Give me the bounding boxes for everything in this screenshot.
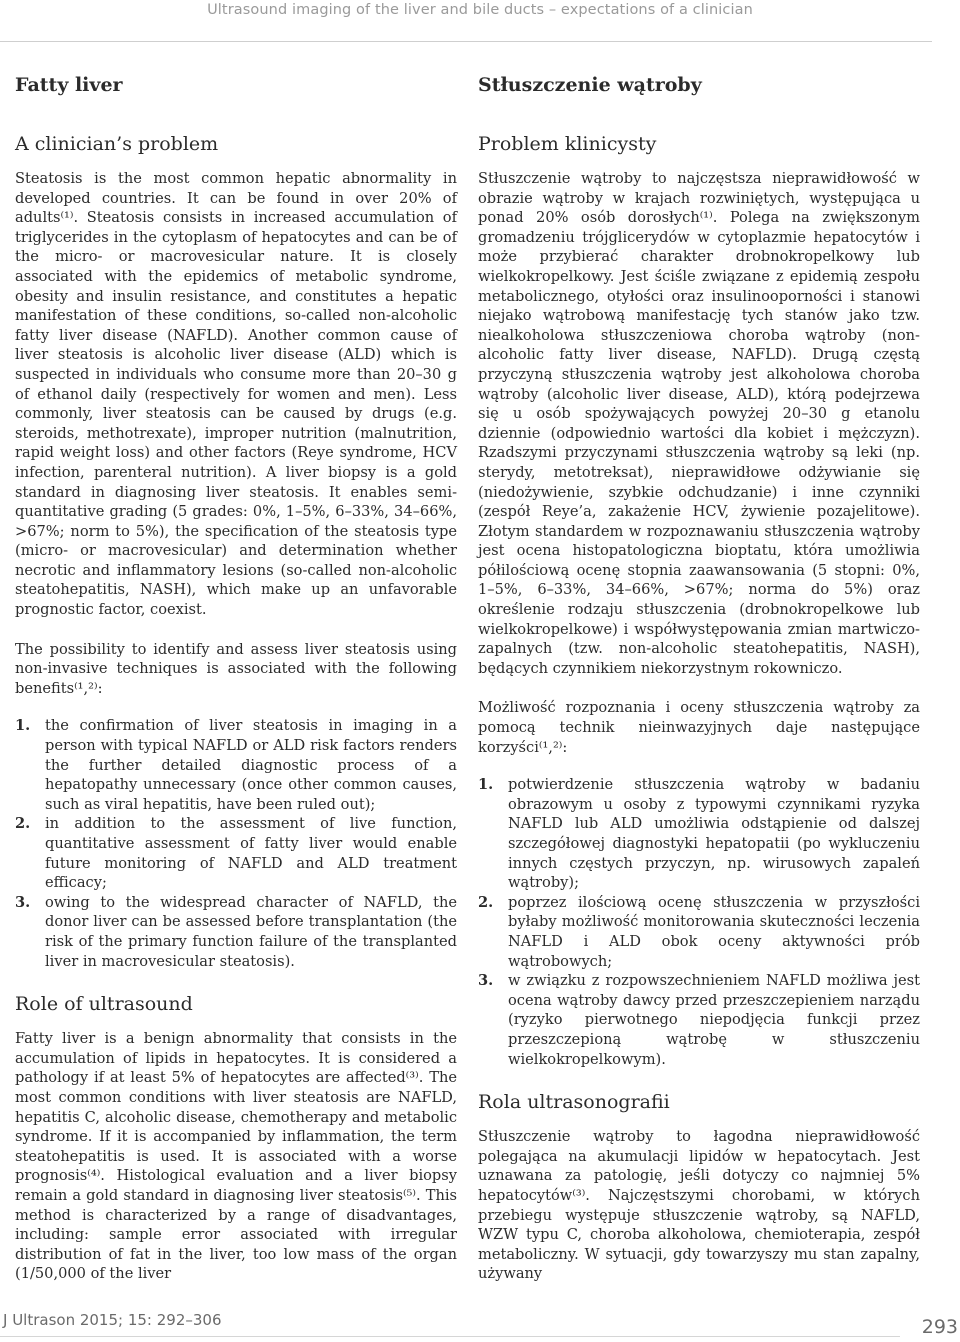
list-item xyxy=(478,893,920,971)
section-title: Fatty liver xyxy=(15,74,123,96)
journal-citation: J Ultrason 2015; 15: 292–306 xyxy=(3,1311,222,1329)
paragraph-steatosis: Steatosis is the most common hepatic abnormality in developed countries. It can be found in over 20% of adults⁽¹⁾. Steatosis consists in increased accumulation of triglycerides in the cytoplasm of hepatocytes and can be of the micro- or macrovesicular nature. It is closely associated with the epidemics of metabolic syndrome, obesity and insulin resistance, and constitutes a hepatic manifestation of these conditions, so-called non-alcoholic fatty liver disease (NAFLD). Another common cause of liver steatosis is alcoholic liver disease (ALD) which is suspected in individuals who consume more than 20–30 g of ethanol daily (respectively for women and men). Less commonly, liver steatosis can be caused by drugs (e.g. steroids, methotrexate), improper nutrition (malnutrition, rapid weight loss) and other factors (Reye syndrome, HCV infection, parenteral nutrition). A liver biopsy is a gold standard in diagnosing liver steatosis. It enables semi-quantitative grading (5 grades: 0%, 1–5%, 6–33%, 34–66%, >67%; norm to 5%), the specification of the steatosis type (micro- or macrovesicular) and determination whether necrotic and inflammatory lesions (so-called non-alcoholic steatohepatitis, NASH), which make up an unfavorable prognostic factor, coexist. xyxy=(15,170,457,619)
list-text: the confirmation of liver steatosis in imaging in a person with typical NAFLD or ALD risk factors renders the further detailed diagnostic process of a hepatopathy unnecessary (once other common causes, such as viral hepatitis, have been ruled out); xyxy=(45,717,457,813)
list-item xyxy=(15,814,457,892)
list-number: 1. xyxy=(478,776,494,794)
benefits-list xyxy=(478,775,920,1069)
list-text: poprzez ilościową ocenę stłuszczenia w przyszłości byłaby możliwość monitorowania skuteczności leczenia NAFLD i ALD obok oceny aktywności prób wątrobowych; xyxy=(508,893,920,970)
right-column-polish xyxy=(478,70,920,1302)
header-divider xyxy=(0,41,932,42)
subsection-title: A clinician’s problem xyxy=(15,133,219,155)
running-header: Ultrasound imaging of the liver and bile ducts – expectations of a clinician xyxy=(207,2,753,18)
list-number: 1. xyxy=(15,717,31,735)
benefits-list xyxy=(15,716,457,971)
section-title: Stłuszczenie wątroby xyxy=(478,74,702,96)
list-text: owing to the widespread character of NAFLD, the donor liver can be assessed before transplantation (the risk of the primary function failure of the transplanted liver in macrovesicular steatosis). xyxy=(45,893,457,970)
page-number: 293 xyxy=(921,1316,958,1338)
list-number: 3. xyxy=(15,893,31,911)
paragraph-role: Fatty liver is a benign abnormality that consists in the accumulation of lipids in hepatocytes. It is considered a pathology if at least 5% of hepatocytes are affected⁽³⁾. The most common conditions with liver steatosis are NAFLD, hepatitis C, alcoholic disease, chemotherapy and metabolic syndrome. If it is accompanied by inflammation, the term steatohepatitis is used. It is associated with a worse prognosis⁽⁴⁾. Histological evaluation and a liver biopsy remain a gold standard in diagnosing liver steatosis⁽⁵⁾. This method is characterized by a range of disadvantages, including: sample error associated with irregular distribution of fat in the liver, too low mass of the organ (1/50,000 of the liver xyxy=(15,1030,457,1283)
subsection-title-role: Rola ultrasonografii xyxy=(478,1091,670,1114)
list-item xyxy=(478,971,920,1069)
list-number: 3. xyxy=(478,972,494,990)
subsection-title-role: Role of ultrasound xyxy=(15,993,193,1016)
list-number: 2. xyxy=(478,893,494,911)
footer-divider xyxy=(0,1336,900,1337)
paragraph-role: Stłuszczenie wątroby to łagodna nieprawidłowość polegająca na akumulacji lipidów w hepatocytach. Jest uznawana za patologię, jeśli dotyczy co najmniej 5% hepatocytów⁽³⁾. Najczęstszymi chorobami, w których przebiegu występuje stłuszczenie wątroby, są NAFLD, WZW typu C, choroba alkoholowa, chemioterapia, zespół metaboliczny. W sytuacji, gdy towarzyszy mu stan zapalny, używany xyxy=(478,1128,920,1283)
list-item xyxy=(478,775,920,893)
list-text: w związku z rozpowszechnieniem NAFLD możliwa jest ocena wątroby dawcy przed przeszczepieniem narządu (ryzyko pierwotnego niepodjęcia funkcji przez przeszczepioną wątrobę w stłuszczeniu wielkokropelkowym). xyxy=(508,972,920,1068)
list-text: in addition to the assessment of live function, quantitative assessment of fatty liver would enable future monitoring of NAFLD and ALD treatment efficacy; xyxy=(45,815,457,892)
paragraph-steatosis: Stłuszczenie wątroby to najczęstsza nieprawidłowość w obrazie wątroby w krajach rozwiniętych, występująca u ponad 20% osób dorosłych⁽¹⁾. Polega na zwiększonym gromadzeniu trójglicerydów w cytoplazmie hepatocytów i może przybierać charakter drobnokropelkowy lub wielkokropelkowy. Jest ściśle związane z epidemią zespołu metabolicznego, otyłości oraz insulinooporności i stanowi niejako wątrobową manifestację tych stanów jako tzw. niealkoholowa stłuszczeniowa choroba wątroby (non-alcoholic fatty liver disease, NAFLD). Drugą częstą przyczyną stłuszczenia wątroby jest alkoholowa choroba wątroby (alcoholic liver disease, ALD), którą podejrzewa się u osób spożywających powyżej 20–30 g etanolu dziennie (odpowiednio wartości dla kobiet i mężczyzn). Rzadszymi przyczynami stłuszczenia wątroby są leki (np. sterydy, metotreksat), nieprawidłowe odżywianie się (niedożywienie, szybkie odchudzanie) i inne czynniki (zespół Reye’a, zakażenie HCV, żywienie pozajelitowe). Złotym standardem w rozpoznawaniu stłuszczenia wątroby jest ocena histopatologiczna bioptatu, która umożliwia półilościową ocenę stopnia zaawansowania (5 stopni: 0%, 1–5%, 6–33%, 34–66%, >67%; norma do 5%) oraz określenie rodzaju stłuszczenia (drobnokropelkowe lub wielkokropelkowe) i współwystępowania zmian martwiczo-zapalnych (tzw. non-alcoholic steatohepatitis, NASH), będących czynnikiem niekorzystnym rokowniczo. xyxy=(478,170,920,677)
list-item xyxy=(15,893,457,971)
paragraph-benefits-intro: Możliwość rozpoznania i oceny stłuszczenia wątroby za pomocą technik nieinwazyjnych daje następujące korzyści⁽¹,²⁾: xyxy=(478,699,920,756)
list-item xyxy=(15,716,457,814)
left-column-english xyxy=(15,70,457,1302)
subsection-title: Problem klinicysty xyxy=(478,133,657,155)
list-text: potwierdzenie stłuszczenia wątroby w badaniu obrazowym u osoby z typowymi czynnikami ryzyka NAFLD lub ALD umożliwia odstąpienie od dalszej szczegółowej diagnostyki hepatopatii (po wykluczeniu innych częstych przyczyn, np. wirusowych zapaleń wątroby); xyxy=(508,776,920,892)
list-number: 2. xyxy=(15,815,31,833)
paragraph-benefits-intro: The possibility to identify and assess liver steatosis using non-invasive techniques is associated with the following benefits⁽¹,²⁾: xyxy=(15,640,457,697)
